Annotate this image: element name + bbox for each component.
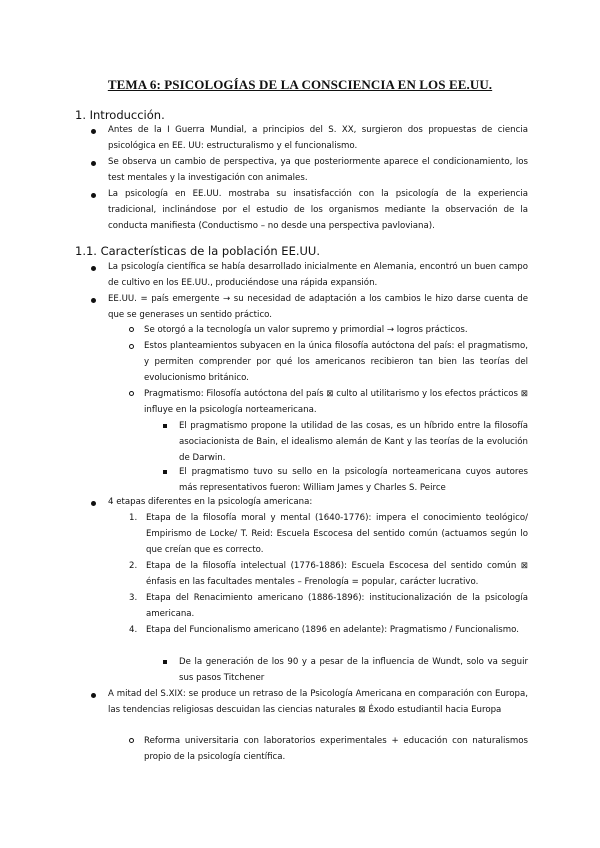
sub-bullet-circle [129, 738, 134, 743]
bullet-dot [91, 161, 96, 166]
stage-item: Etapa de la filosofía moral y mental (1640-1776): impera el conocimiento teológico/ Empirismo de Locke/ T. Reid: Escuela Escocesa del sentido común (actuamos según lo que creían que es correcto. [146, 513, 528, 555]
list-item: EE.UU. = país emergente → su necesidad de adaptación a los cambios le hizo darse cuenta de que se generases un sentido práctico. [108, 294, 528, 320]
stage-number: 4. [129, 625, 138, 635]
page-title: TEMA 6: PSICOLOGÍAS DE LA CONSCIENCIA EN LOS EE.UU. [107, 77, 493, 92]
sub-bullet-circle [129, 391, 134, 396]
stage-item: Etapa del Renacimiento americano (1886-1896): institucionalización de la psicología americana. [146, 593, 528, 619]
sub-sub-bullet-square [163, 660, 167, 664]
sub-list-item: Estos planteamientos subyacen en la única filosofía autóctona del país: el pragmatismo, y permiten comprender por qué los americanos recibieron tan bien las teorías del evolucionismo británico. [144, 341, 528, 383]
stage-number: 2. [129, 561, 138, 571]
sub-sub-bullet-square [163, 470, 167, 474]
stage-item: Etapa de la filosofía intelectual (1776-1886): Escuela Escocesa del sentido común ⊠ énfasis en las facultades mentales – Frenología = popular, carácter lucrativo. [146, 561, 528, 587]
bullet-dot [91, 298, 96, 303]
sub-list-item: Reforma universitaria con laboratorios experimentales + educación con naturalismos propio de la psicología científica. [144, 736, 528, 762]
sub-list-item: Pragmatismo: Filosofía autóctona del país ⊠ culto al utilitarismo y los efectos prácticos ⊠ influye en la psicología norteamericana. [144, 389, 528, 415]
bullet-dot [91, 693, 96, 698]
stage-number: 1. [129, 513, 138, 523]
stage-number: 3. [129, 593, 138, 603]
sub-bullet-circle [129, 327, 134, 332]
list-item: A mitad del S.XIX: se produce un retraso de la Psicología Americana en comparación con Europa, las tendencias religiosas descuidan las ciencias naturales ⊠ Éxodo estudiantil hacia Europa [108, 689, 528, 715]
sub-sub-list-item: El pragmatismo propone la utilidad de las cosas, es un híbrido entre la filosofía asociacionista de Bain, el idealismo alemán de Kant y las teorías de la evolución de Darwin. [179, 421, 528, 463]
list-item: La psicología en EE.UU. mostraba su insatisfacción con la psicología de la experiencia tradicional, inclinándose por el estudio de los organismos mediante la observación de la conducta manifiesta (Conductismo – no desde una perspectiva pavloviana). [108, 189, 528, 231]
bullet-dot [91, 193, 96, 198]
list-item: Antes de la I Guerra Mundial, a principios del S. XX, surgieron dos propuestas de ciencia psicológica en EE. UU: estructuralismo y el funcionalismo. [108, 125, 528, 151]
section-heading-caracteristicas: 1.1. Características de la población EE.UU. [75, 244, 320, 258]
bullet-dot [91, 266, 96, 271]
bullet-dot [91, 501, 96, 506]
sub-sub-list-item: De la generación de los 90 y a pesar de la influencia de Wundt, solo va seguir sus pasos Titchener [179, 657, 528, 683]
list-item: 4 etapas diferentes en la psicología americana: [108, 497, 313, 507]
sub-bullet-circle [129, 344, 134, 349]
sub-sub-bullet-square [163, 424, 167, 428]
section-heading-introduccion: 1. Introducción. [75, 108, 165, 122]
sub-sub-list-item: El pragmatismo tuvo su sello en la psicología norteamericana cuyos autores más representativos fueron: William James y Charles S. Peirce [179, 467, 528, 493]
list-item: La psicología científica se había desarrollado inicialmente en Alemania, encontró un buen campo de cultivo en los EE.UU., produciéndose una rápida expansión. [108, 262, 528, 288]
bullet-dot [91, 129, 96, 134]
list-item: Se observa un cambio de perspectiva, ya que posteriormente aparece el condicionamiento, los test mentales y la investigación con animales. [108, 157, 528, 183]
sub-list-item: Se otorgó a la tecnología un valor supremo y primordial → logros prácticos. [144, 325, 468, 335]
stage-item: Etapa del Funcionalismo americano (1896 en adelante): Pragmatismo / Funcionalismo. [146, 625, 519, 635]
